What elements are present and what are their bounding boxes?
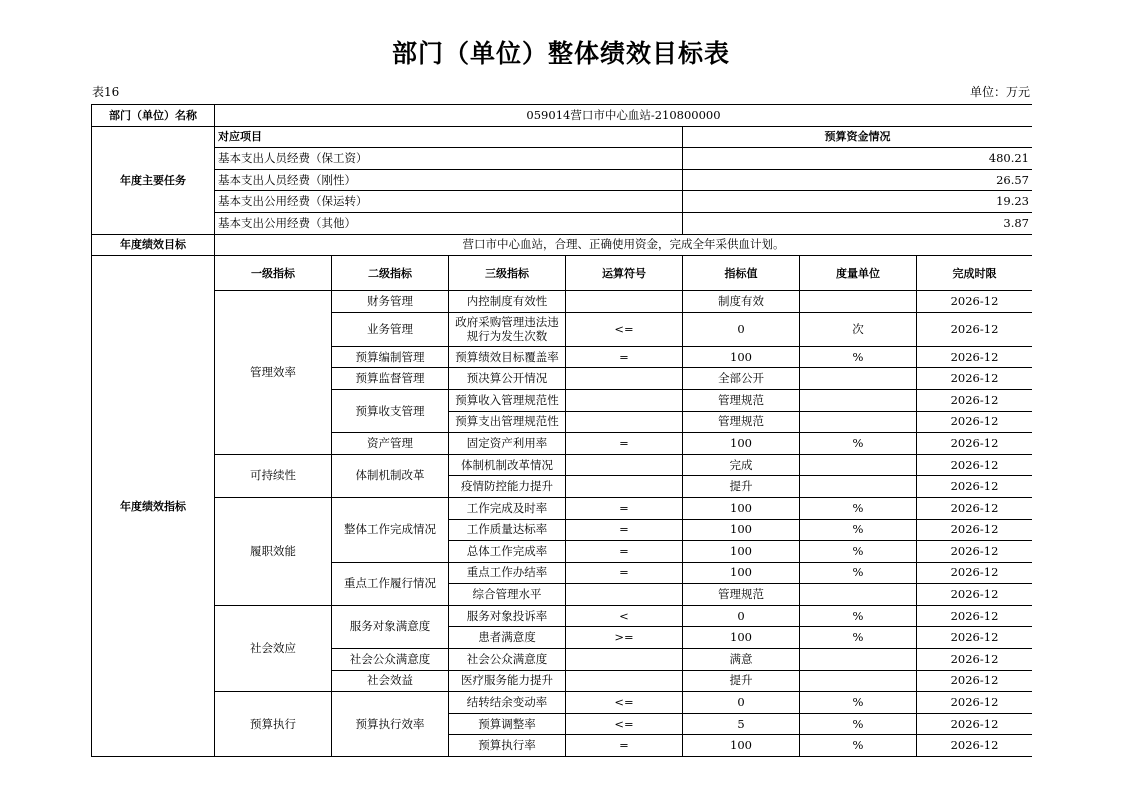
task-item: 基本支出公用经费（保运转） bbox=[215, 191, 683, 213]
l3-indicator: 综合管理水平 bbox=[449, 584, 566, 606]
target-value: 提升 bbox=[683, 670, 800, 692]
task-item: 基本支出人员经费（保工资） bbox=[215, 148, 683, 170]
measure-unit: % bbox=[800, 627, 917, 649]
l3-indicator: 社会公众满意度 bbox=[449, 649, 566, 671]
operator bbox=[566, 454, 683, 476]
target-value: 100 bbox=[683, 735, 800, 757]
target-value: 5 bbox=[683, 713, 800, 735]
l3-indicator: 预算绩效目标覆盖率 bbox=[449, 346, 566, 368]
measure-unit: % bbox=[800, 541, 917, 563]
deadline: 2026-12 bbox=[917, 562, 1033, 584]
operator: < bbox=[566, 605, 683, 627]
measure-unit: % bbox=[800, 562, 917, 584]
measure-unit bbox=[800, 476, 917, 498]
deadline: 2026-12 bbox=[917, 476, 1033, 498]
indicator-row bbox=[92, 291, 1033, 313]
task-budget-header: 预算资金情况 bbox=[683, 126, 1033, 148]
performance-table-container bbox=[91, 104, 1032, 804]
header-unit: 度量单位 bbox=[800, 256, 917, 291]
measure-unit bbox=[800, 389, 917, 411]
measure-unit bbox=[800, 291, 917, 313]
measure-unit bbox=[800, 454, 917, 476]
task-row bbox=[92, 212, 1033, 234]
deadline: 2026-12 bbox=[917, 389, 1033, 411]
l3-indicator: 医疗服务能力提升 bbox=[449, 670, 566, 692]
indicators-label: 年度绩效指标 bbox=[92, 256, 215, 757]
task-amount: 19.23 bbox=[683, 191, 1033, 213]
operator bbox=[566, 649, 683, 671]
l2-indicator: 财务管理 bbox=[332, 291, 449, 313]
l2-indicator: 业务管理 bbox=[332, 312, 449, 346]
target-value: 管理规范 bbox=[683, 584, 800, 606]
l2-indicator: 服务对象满意度 bbox=[332, 605, 449, 648]
indicator-row bbox=[92, 605, 1033, 627]
indicator-header-row bbox=[92, 256, 1033, 291]
target-value: 管理规范 bbox=[683, 389, 800, 411]
dept-value: 059014营口市中心血站-210800000 bbox=[215, 105, 1033, 127]
l3-indicator: 总体工作完成率 bbox=[449, 541, 566, 563]
deadline: 2026-12 bbox=[917, 454, 1033, 476]
tasks-label: 年度主要任务 bbox=[92, 126, 215, 234]
dept-row bbox=[92, 105, 1033, 127]
target-value: 100 bbox=[683, 497, 800, 519]
l2-indicator: 资产管理 bbox=[332, 433, 449, 455]
dept-label: 部门（单位）名称 bbox=[92, 105, 215, 127]
measure-unit bbox=[800, 411, 917, 433]
operator bbox=[566, 291, 683, 313]
task-item-header: 对应项目 bbox=[215, 126, 683, 148]
measure-unit: 次 bbox=[800, 312, 917, 346]
task-amount: 480.21 bbox=[683, 148, 1033, 170]
target-value: 100 bbox=[683, 519, 800, 541]
operator bbox=[566, 389, 683, 411]
deadline: 2026-12 bbox=[917, 291, 1033, 313]
indicator-row bbox=[92, 454, 1033, 476]
operator: <= bbox=[566, 692, 683, 714]
l1-indicator: 社会效应 bbox=[215, 605, 332, 691]
task-item: 基本支出人员经费（刚性） bbox=[215, 169, 683, 191]
measure-unit: % bbox=[800, 433, 917, 455]
target-value: 0 bbox=[683, 312, 800, 346]
l2-indicator: 社会效益 bbox=[332, 670, 449, 692]
l1-indicator: 管理效率 bbox=[215, 291, 332, 455]
operator: <= bbox=[566, 312, 683, 346]
l1-indicator: 可持续性 bbox=[215, 454, 332, 497]
operator: = bbox=[566, 346, 683, 368]
operator: <= bbox=[566, 713, 683, 735]
measure-unit: % bbox=[800, 735, 917, 757]
l3-indicator: 内控制度有效性 bbox=[449, 291, 566, 313]
indicator-row bbox=[92, 692, 1033, 714]
task-header-row bbox=[92, 126, 1033, 148]
operator: = bbox=[566, 497, 683, 519]
operator: = bbox=[566, 562, 683, 584]
unit-label: 单位：万元 bbox=[969, 85, 1030, 99]
operator bbox=[566, 411, 683, 433]
target-value: 满意 bbox=[683, 649, 800, 671]
l3-indicator: 疫情防控能力提升 bbox=[449, 476, 566, 498]
l3-indicator: 体制机制改革情况 bbox=[449, 454, 566, 476]
table-number: 表16 bbox=[92, 85, 120, 99]
target-value: 完成 bbox=[683, 454, 800, 476]
deadline: 2026-12 bbox=[917, 541, 1033, 563]
deadline: 2026-12 bbox=[917, 312, 1033, 346]
measure-unit: % bbox=[800, 692, 917, 714]
target-value: 100 bbox=[683, 541, 800, 563]
operator: = bbox=[566, 541, 683, 563]
target-value: 制度有效 bbox=[683, 291, 800, 313]
target-value: 100 bbox=[683, 433, 800, 455]
operator: >= bbox=[566, 627, 683, 649]
performance-table bbox=[91, 104, 1032, 757]
task-amount: 26.57 bbox=[683, 169, 1033, 191]
l3-indicator: 预算支出管理规范性 bbox=[449, 411, 566, 433]
operator bbox=[566, 368, 683, 390]
l3-indicator: 预决算公开情况 bbox=[449, 368, 566, 390]
l3-indicator: 结转结余变动率 bbox=[449, 692, 566, 714]
deadline: 2026-12 bbox=[917, 670, 1033, 692]
l3-indicator: 固定资产利用率 bbox=[449, 433, 566, 455]
l2-indicator: 预算监督管理 bbox=[332, 368, 449, 390]
target-value: 全部公开 bbox=[683, 368, 800, 390]
deadline: 2026-12 bbox=[917, 433, 1033, 455]
task-row bbox=[92, 191, 1033, 213]
l3-indicator: 工作完成及时率 bbox=[449, 497, 566, 519]
l2-indicator: 整体工作完成情况 bbox=[332, 497, 449, 562]
measure-unit: % bbox=[800, 519, 917, 541]
operator bbox=[566, 584, 683, 606]
measure-unit: % bbox=[800, 497, 917, 519]
l3-indicator: 预算执行率 bbox=[449, 735, 566, 757]
measure-unit bbox=[800, 649, 917, 671]
l3-indicator: 工作质量达标率 bbox=[449, 519, 566, 541]
operator bbox=[566, 476, 683, 498]
l3-indicator: 预算调整率 bbox=[449, 713, 566, 735]
l3-indicator: 患者满意度 bbox=[449, 627, 566, 649]
deadline: 2026-12 bbox=[917, 368, 1033, 390]
measure-unit: % bbox=[800, 713, 917, 735]
measure-unit: % bbox=[800, 605, 917, 627]
deadline: 2026-12 bbox=[917, 584, 1033, 606]
task-row bbox=[92, 169, 1033, 191]
deadline: 2026-12 bbox=[917, 519, 1033, 541]
l3-indicator: 政府采购管理违法违规行为发生次数 bbox=[449, 312, 566, 346]
deadline: 2026-12 bbox=[917, 627, 1033, 649]
goal-row bbox=[92, 234, 1033, 256]
deadline: 2026-12 bbox=[917, 346, 1033, 368]
goal-label: 年度绩效目标 bbox=[92, 234, 215, 256]
deadline: 2026-12 bbox=[917, 411, 1033, 433]
l2-indicator: 重点工作履行情况 bbox=[332, 562, 449, 605]
deadline: 2026-12 bbox=[917, 735, 1033, 757]
measure-unit bbox=[800, 584, 917, 606]
measure-unit bbox=[800, 670, 917, 692]
task-amount: 3.87 bbox=[683, 212, 1033, 234]
operator: = bbox=[566, 519, 683, 541]
target-value: 100 bbox=[683, 562, 800, 584]
measure-unit bbox=[800, 368, 917, 390]
target-value: 管理规范 bbox=[683, 411, 800, 433]
header-operator: 运算符号 bbox=[566, 256, 683, 291]
deadline: 2026-12 bbox=[917, 649, 1033, 671]
operator: = bbox=[566, 433, 683, 455]
header-l2: 二级指标 bbox=[332, 256, 449, 291]
l1-indicator: 履职效能 bbox=[215, 497, 332, 605]
l2-indicator: 预算执行效率 bbox=[332, 692, 449, 757]
deadline: 2026-12 bbox=[917, 497, 1033, 519]
l2-indicator: 预算编制管理 bbox=[332, 346, 449, 368]
task-row bbox=[92, 148, 1033, 170]
deadline: 2026-12 bbox=[917, 713, 1033, 735]
measure-unit: % bbox=[800, 346, 917, 368]
page-title: 部门（单位）整体绩效目标表 bbox=[391, 39, 730, 68]
operator bbox=[566, 670, 683, 692]
header-l1: 一级指标 bbox=[215, 256, 332, 291]
target-value: 100 bbox=[683, 627, 800, 649]
task-item: 基本支出公用经费（其他） bbox=[215, 212, 683, 234]
deadline: 2026-12 bbox=[917, 692, 1033, 714]
header-l3: 三级指标 bbox=[449, 256, 566, 291]
operator: = bbox=[566, 735, 683, 757]
target-value: 提升 bbox=[683, 476, 800, 498]
l1-indicator: 预算执行 bbox=[215, 692, 332, 757]
header-deadline: 完成时限 bbox=[917, 256, 1033, 291]
deadline: 2026-12 bbox=[917, 605, 1033, 627]
target-value: 0 bbox=[683, 605, 800, 627]
l2-indicator: 体制机制改革 bbox=[332, 454, 449, 497]
l3-indicator: 服务对象投诉率 bbox=[449, 605, 566, 627]
target-value: 100 bbox=[683, 346, 800, 368]
l3-indicator: 预算收入管理规范性 bbox=[449, 389, 566, 411]
l3-indicator: 重点工作办结率 bbox=[449, 562, 566, 584]
target-value: 0 bbox=[683, 692, 800, 714]
header-value: 指标值 bbox=[683, 256, 800, 291]
goal-value: 营口市中心血站，合理、正确使用资金，完成全年采供血计划。 bbox=[215, 234, 1033, 256]
indicator-row bbox=[92, 497, 1033, 519]
l2-indicator: 社会公众满意度 bbox=[332, 649, 449, 671]
l2-indicator: 预算收支管理 bbox=[332, 389, 449, 432]
